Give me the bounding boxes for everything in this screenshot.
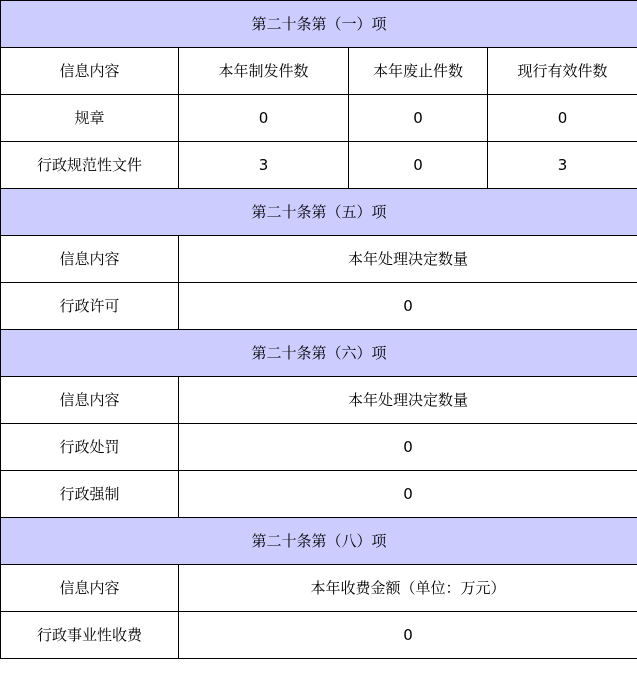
value-cell: 0 (179, 424, 637, 471)
section-header-row (1, 518, 637, 565)
table-row (1, 612, 637, 659)
column-header-decision-count: 本年处理决定数量 (179, 377, 637, 424)
valid-count-cell: 3 (488, 142, 637, 189)
column-header-row (1, 377, 637, 424)
abolished-count-cell: 0 (349, 142, 488, 189)
column-header-valid-count: 现行有效件数 (488, 48, 637, 95)
abolished-count-cell: 0 (349, 95, 488, 142)
column-header-row (1, 565, 637, 612)
column-header-info-content: 信息内容 (1, 236, 179, 283)
section-header-row (1, 1, 637, 48)
row-label: 规章 (1, 95, 179, 142)
column-header-abolished-count: 本年废止件数 (349, 48, 488, 95)
issued-count-cell: 3 (179, 142, 349, 189)
table-row (1, 424, 637, 471)
column-header-row (1, 48, 637, 95)
row-label: 行政强制 (1, 471, 179, 518)
valid-count-cell: 0 (488, 95, 637, 142)
column-header-decision-count: 本年处理决定数量 (179, 236, 637, 283)
value-cell: 0 (179, 471, 637, 518)
section-header-row (1, 330, 637, 377)
row-label: 行政许可 (1, 283, 179, 330)
table-row (1, 95, 637, 142)
column-header-info-content: 信息内容 (1, 565, 179, 612)
row-label: 行政事业性收费 (1, 612, 179, 659)
section-title-item-1: 第二十条第（一）项 (1, 1, 637, 48)
column-header-fee-amount: 本年收费金额（单位：万元） (179, 565, 637, 612)
section-title-item-8: 第二十条第（八）项 (1, 518, 637, 565)
column-header-issued-count: 本年制发件数 (179, 48, 349, 95)
value-cell: 0 (179, 612, 637, 659)
table-row (1, 283, 637, 330)
table-row (1, 142, 637, 189)
table-row (1, 471, 637, 518)
section-title-item-5: 第二十条第（五）项 (1, 189, 637, 236)
row-label: 行政处罚 (1, 424, 179, 471)
value-cell: 0 (179, 283, 637, 330)
section-header-row (1, 189, 637, 236)
column-header-row (1, 236, 637, 283)
issued-count-cell: 0 (179, 95, 349, 142)
section-title-item-6: 第二十条第（六）项 (1, 330, 637, 377)
column-header-info-content: 信息内容 (1, 377, 179, 424)
row-label: 行政规范性文件 (1, 142, 179, 189)
column-header-info-content: 信息内容 (1, 48, 179, 95)
